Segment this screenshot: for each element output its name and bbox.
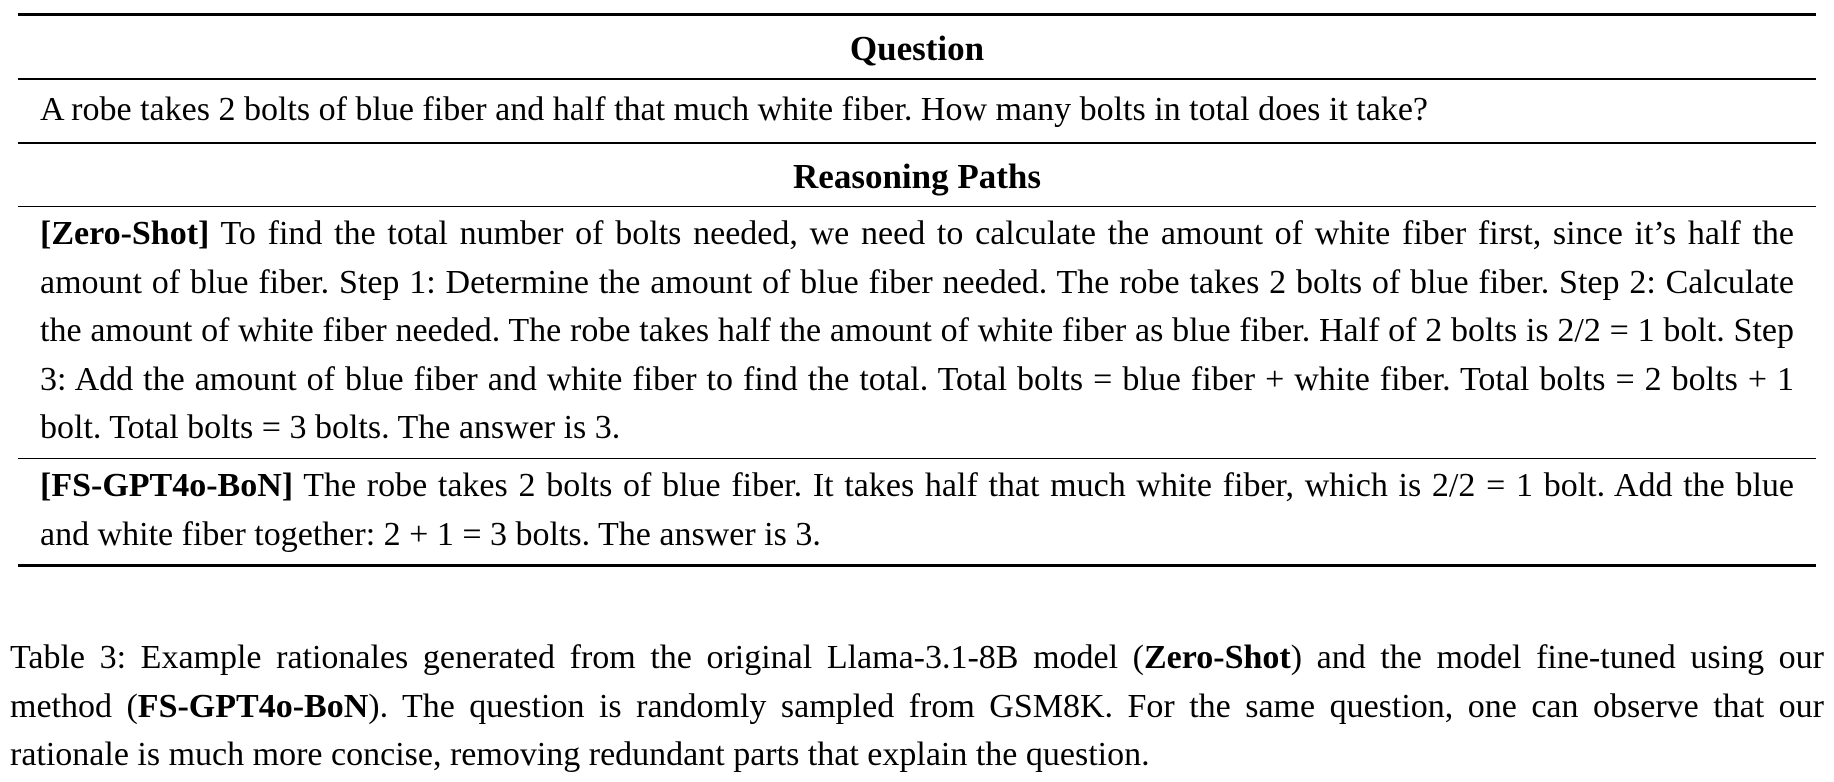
caption-bold: FS-GPT4o-BoN (137, 687, 369, 725)
path-text: The robe takes 2 bolts of blue fiber. It takes half that much white fiber, which is 2/2 = 1 bolt. Add the blue and white fiber together: 2 + 1 = 3 bolts. The answer is 3. (40, 467, 1794, 553)
table-bottom-rule (18, 564, 1816, 567)
caption-text: Table 3: Example rationales generated from the original Llama-3.1-8B model ( (10, 639, 1144, 676)
caption-text: ) and the model fine-tuned using our method ( (10, 639, 1824, 725)
caption-text: ). The question is randomly sampled from GSM8K. For the same question, one can observe that our rationale is much more concise, removing redundant parts that explain the question. (10, 687, 1824, 773)
rationale-table (18, 13, 1816, 567)
path-text: To find the total number of bolts needed, we need to calculate the amount of white fiber first, since it’s half the amount of blue fiber. Step 1: Determine the amount of blue fiber needed. The robe takes 2 bolts of blue fiber. Step 2: Calculate the amount of white fiber needed. The robe takes half the amount of white fiber as blue fiber. Half of 2 bolts is 2/2 = 1 bolt. Step 3: Add the amount of blue fiber and white fiber to find the total. Total bolts = blue fiber + white fiber. Total bolts = 2 bolts + 1 bolt. Total bolts = 3 bolts. The answer is 3. (40, 215, 1794, 447)
path-tag: [FS-GPT4o-BoN] (40, 467, 294, 505)
reasoning-paths-header: Reasoning Paths (793, 156, 1041, 196)
caption-bold: Zero-Shot (1144, 639, 1291, 676)
table-caption (10, 634, 1824, 780)
question-header: Question (849, 29, 985, 68)
reasoning-path-fs-gpt4o-bon (18, 459, 1816, 564)
path-tag: [Zero-Shot] (40, 215, 210, 253)
question-text: A robe takes 2 bolts of blue fiber and half that much white fiber. How many bolts in total does it take? (40, 90, 1429, 128)
reasoning-path-zero-shot (18, 207, 1816, 458)
